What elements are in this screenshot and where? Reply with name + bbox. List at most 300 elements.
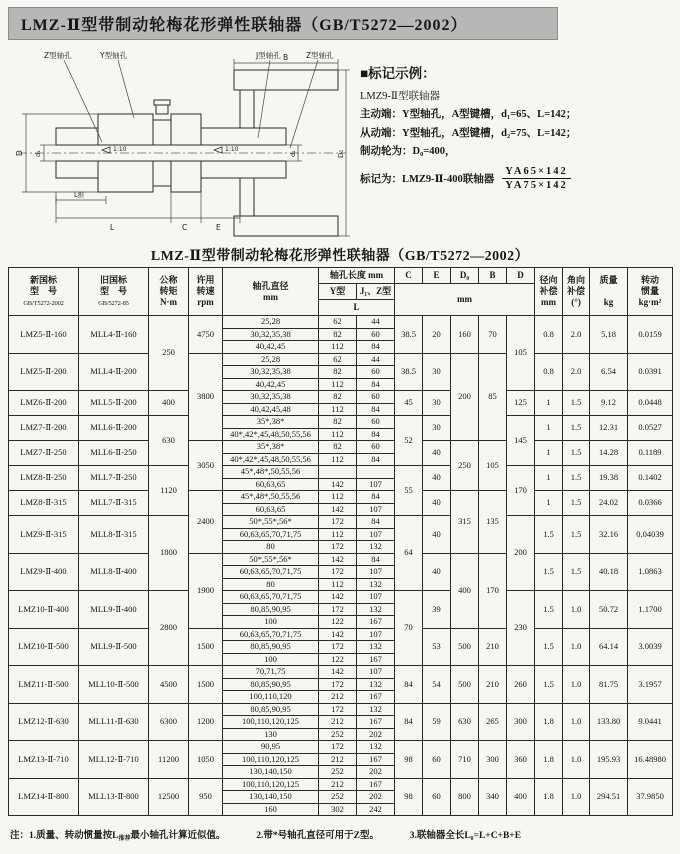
table-cell: 252 <box>319 766 357 779</box>
table-cell: 25,28 <box>223 316 319 329</box>
table-cell: 200 <box>507 516 535 591</box>
table-cell: 360 <box>507 741 535 779</box>
table-cell: 25,28 <box>223 353 319 366</box>
table-cell: 60 <box>423 778 451 816</box>
col-header-b: B <box>479 268 507 284</box>
table-cell: 1200 <box>189 703 223 741</box>
table-cell: 2.0 <box>563 353 590 391</box>
table-cell: 60 <box>357 416 395 429</box>
table-cell: 45*,48*,50,55,56 <box>223 466 319 479</box>
table-row <box>9 591 673 604</box>
table-cell: 84 <box>357 341 395 354</box>
table-cell: 132 <box>357 541 395 554</box>
table-cell: 172 <box>319 678 357 691</box>
note1-prefix: 注：1.质量、转动惯量按L <box>10 831 119 841</box>
table-cell: 167 <box>357 653 395 666</box>
table-cell: 84 <box>357 403 395 416</box>
table-cell: 12500 <box>149 778 189 816</box>
table-cell: 1.5 <box>563 441 590 466</box>
dim-d0-label: D₀ <box>337 149 345 158</box>
z-bore-left-label: Z型轴孔 <box>44 51 72 60</box>
table-cell: 11200 <box>149 741 189 779</box>
col-header-bore-diameter <box>223 268 319 316</box>
col-header-length-symbol: L <box>319 300 395 316</box>
table-cell: 172 <box>319 703 357 716</box>
table-cell: 200 <box>451 353 479 441</box>
inertia-line1: 转动 <box>641 275 660 285</box>
table-cell: 1.0863 <box>628 553 673 591</box>
dim-l-rec-label: L推 <box>74 191 85 199</box>
table-cell: 40 <box>423 441 451 466</box>
table-cell: 3050 <box>189 441 223 491</box>
table-cell: 50*,55*,56* <box>223 516 319 529</box>
table-cell: 82 <box>319 416 357 429</box>
table-cell: 107 <box>357 628 395 641</box>
table-cell: LMZ7-Ⅱ-250 <box>9 441 79 466</box>
table-cell: LMZ9-Ⅱ-315 <box>9 516 79 554</box>
fraction-numerator: YA65×142 <box>502 166 570 179</box>
table-cell: 195.93 <box>590 741 628 779</box>
table-cell: 107 <box>357 666 395 679</box>
table-cell: LMZ6-Ⅱ-200 <box>9 391 79 416</box>
table-cell: 167 <box>357 753 395 766</box>
col-header-angular-compensation <box>563 268 590 316</box>
table-cell: 80,85,90,95 <box>223 641 319 654</box>
table-row <box>9 628 673 641</box>
table-cell: 210 <box>479 666 507 704</box>
table-cell: 315 <box>451 491 479 554</box>
table-cell: 4750 <box>189 316 223 354</box>
table-cell: 1 <box>535 416 563 441</box>
table-cell: 37.9850 <box>628 778 673 816</box>
table-cell: 20 <box>423 316 451 354</box>
table-cell: 98 <box>395 778 423 816</box>
table-cell: 40*,42*,45,48,50,55,56 <box>223 453 319 466</box>
table-cell: 1.5 <box>535 628 563 666</box>
j-bore-right-label: J型轴孔 <box>256 51 281 60</box>
speed-line2: 转速 <box>196 286 215 296</box>
new-model-line2: 型 号 <box>29 285 57 296</box>
table-cell: 1.5 <box>535 553 563 591</box>
torque-line2: 转矩 <box>159 286 178 296</box>
table-cell: 0.0159 <box>628 316 673 354</box>
table-cell: 1 <box>535 441 563 466</box>
table-cell: 84 <box>357 491 395 504</box>
table-cell: 40*,42*,45,48,50,55,56 <box>223 428 319 441</box>
table-cell: 0.1402 <box>628 466 673 491</box>
new-model-standard: GB/T5272-2002 <box>23 299 64 307</box>
table-cell: 1.0 <box>563 741 590 779</box>
table-cell: 4500 <box>149 666 189 704</box>
table-cell: MLL4-Ⅱ-200 <box>79 353 149 391</box>
table-cell: 1.0 <box>563 591 590 629</box>
table-cell: 14.28 <box>590 441 628 466</box>
table-cell: LMZ10-Ⅱ-400 <box>9 591 79 629</box>
mass-label: 质量 <box>599 275 618 285</box>
table-cell: 212 <box>319 716 357 729</box>
table-cell: 40 <box>423 466 451 491</box>
inertia-unit: kg·m² <box>638 297 662 307</box>
table-cell: 6300 <box>149 703 189 741</box>
col-header-speed <box>189 268 223 316</box>
torque-unit: N·m <box>160 297 177 307</box>
table-cell: 252 <box>319 728 357 741</box>
table-cell: 70,71,75 <box>223 666 319 679</box>
note1-subscript: 推荐 <box>118 836 131 842</box>
table-cell: 1 <box>535 491 563 516</box>
table-cell: 112 <box>319 528 357 541</box>
table-cell: 1.8 <box>535 778 563 816</box>
col-header-y-type: Y型 <box>319 284 357 300</box>
table-cell: 130,140,150 <box>223 766 319 779</box>
table-cell: 2.0 <box>563 316 590 354</box>
table-cell: 107 <box>357 503 395 516</box>
table-cell: 170 <box>507 466 535 516</box>
table-row <box>9 416 673 429</box>
dim-d2-label: d₂ <box>289 150 297 157</box>
table-cell: 60,63,65,70,71,75 <box>223 566 319 579</box>
old-model-line1: 旧国标 <box>99 274 127 285</box>
table-cell: 60,63,65 <box>223 478 319 491</box>
table-cell: 250 <box>451 441 479 491</box>
table-cell: LMZ9-Ⅱ-400 <box>9 553 79 591</box>
table-cell: 30 <box>423 416 451 441</box>
table-cell: 3.0039 <box>628 628 673 666</box>
col-header-old-model <box>79 268 149 316</box>
table-cell: 130,140,150 <box>223 791 319 804</box>
table-cell: 172 <box>319 516 357 529</box>
table-cell: 112 <box>319 491 357 504</box>
table-cell: LMZ8-Ⅱ-250 <box>9 466 79 491</box>
table-cell: 84 <box>357 553 395 566</box>
table-cell: 80,85,90,95 <box>223 678 319 691</box>
table-cell: 0.0391 <box>628 353 673 391</box>
table-cell: 1.0 <box>563 778 590 816</box>
table-cell: 212 <box>319 753 357 766</box>
table-cell: 145 <box>507 416 535 466</box>
table-cell: 1500 <box>189 666 223 704</box>
table-cell: MLL6-Ⅱ-250 <box>79 441 149 466</box>
col-header-d0: D₀ <box>451 268 479 284</box>
marking-line-driving-end: 主动端：Y型轴孔，A型键槽，d₁=65、L=142； <box>360 109 577 121</box>
marking-example-heading: ■标记示例： <box>360 66 436 81</box>
table-cell: 1.5 <box>563 416 590 441</box>
marking-designation-fraction <box>502 166 570 191</box>
table-cell: 70 <box>479 316 507 354</box>
dim-d-label: D <box>15 150 24 156</box>
table-cell: 30,32,35,38 <box>223 366 319 379</box>
table-cell: 132 <box>357 678 395 691</box>
footnote <box>10 827 675 842</box>
table-cell: 3.1957 <box>628 666 673 704</box>
table-cell: 60,63,65,70,71,75 <box>223 628 319 641</box>
table-cell: 0.0527 <box>628 416 673 441</box>
table-cell: 84 <box>357 516 395 529</box>
table-row <box>9 466 673 479</box>
table-cell: 1.5 <box>563 516 590 554</box>
old-model-standard: GB/5272-85 <box>98 299 129 307</box>
col-header-radial-compensation <box>535 268 563 316</box>
table-cell: 160 <box>223 803 319 816</box>
table-cell: 60,63,65 <box>223 503 319 516</box>
table-cell: MLL6-Ⅱ-200 <box>79 416 149 441</box>
table-cell: 40 <box>423 553 451 591</box>
table-cell: 132 <box>357 741 395 754</box>
table-cell: 112 <box>319 428 357 441</box>
table-cell: 98 <box>395 741 423 779</box>
table-cell: 50.72 <box>590 591 628 629</box>
angular-line2: 补偿 <box>567 286 586 296</box>
table-cell: 800 <box>451 778 479 816</box>
speed-line1: 许用 <box>196 275 215 285</box>
table-row <box>9 703 673 716</box>
table-cell: 38.5 <box>395 316 423 354</box>
table-cell: 172 <box>319 603 357 616</box>
table-cell: 2400 <box>189 491 223 554</box>
table-cell: 132 <box>357 641 395 654</box>
table-cell: 100,110,120 <box>223 691 319 704</box>
top-section <box>6 48 674 244</box>
table-cell: 167 <box>357 778 395 791</box>
table-cell: 105 <box>479 441 507 491</box>
table-cell: 294.51 <box>590 778 628 816</box>
table-cell: 122 <box>319 653 357 666</box>
dim-d1-label: d₁ <box>34 150 42 157</box>
table-cell: 60,63,65,70,71,75 <box>223 528 319 541</box>
torque-line1: 公称 <box>159 275 178 285</box>
table-cell: 1.0 <box>563 628 590 666</box>
table-cell: 82 <box>319 391 357 404</box>
dim-l-label: L <box>110 223 115 232</box>
table-cell: 142 <box>319 666 357 679</box>
table-cell: 9.12 <box>590 391 628 416</box>
table-cell: LMZ14-Ⅱ-800 <box>9 778 79 816</box>
coupling-section-drawing <box>6 48 354 240</box>
table-cell: 30,32,35,38 <box>223 391 319 404</box>
table-cell: 81.75 <box>590 666 628 704</box>
table-cell: 0.8 <box>535 316 563 354</box>
table-cell: 70 <box>395 591 423 666</box>
table-cell: 0.8 <box>535 353 563 391</box>
table-cell: 80,85,90,95 <box>223 703 319 716</box>
fraction-denominator: YA75×142 <box>505 179 568 191</box>
spec-table-body <box>9 316 673 816</box>
bore-unit: mm <box>263 291 278 302</box>
table-row <box>9 553 673 566</box>
table-cell: 242 <box>357 803 395 816</box>
table-cell: 105 <box>507 316 535 391</box>
col-header-cde-unit: mm <box>395 284 535 316</box>
table-cell: 1.5 <box>563 491 590 516</box>
table-cell: 400 <box>149 391 189 416</box>
table-cell: 100,110,120,125 <box>223 753 319 766</box>
col-header-mass <box>590 268 628 316</box>
table-cell: 64.14 <box>590 628 628 666</box>
angular-line1: 角向 <box>567 275 586 285</box>
table-cell: MLL9-Ⅱ-500 <box>79 628 149 666</box>
table-cell: 32.16 <box>590 516 628 554</box>
page-title-text: LMZ-Ⅱ型带制动轮梅花形弹性联轴器（GB/T5272—2002） <box>21 17 468 34</box>
table-cell: 1.5 <box>535 666 563 704</box>
table-row <box>9 441 673 454</box>
marking-designation-row <box>360 166 668 191</box>
table-cell: 16.48980 <box>628 741 673 779</box>
table-cell: MLL12-Ⅱ-710 <box>79 741 149 779</box>
table-cell: 60 <box>423 741 451 779</box>
bore-label: 轴孔直径 <box>252 280 289 291</box>
table-cell: 85 <box>479 353 507 441</box>
table-cell: 302 <box>319 803 357 816</box>
table-cell: 1 <box>535 466 563 491</box>
col-header-jz-type: J₁、Z型 <box>357 284 395 300</box>
table-cell: 1050 <box>189 741 223 779</box>
table-cell: MLL5-Ⅱ-200 <box>79 391 149 416</box>
footnote-note1 <box>10 831 226 841</box>
table-cell: 202 <box>357 766 395 779</box>
table-cell: 125 <box>507 391 535 416</box>
z-bore-right-label: Z型轴孔 <box>306 51 334 60</box>
old-model-line2: 型 号 <box>99 285 127 296</box>
table-cell: 0.1189 <box>628 441 673 466</box>
table-cell: 84 <box>395 666 423 704</box>
table-cell: 84 <box>395 703 423 741</box>
col-header-inertia <box>628 268 673 316</box>
table-cell: 30 <box>423 353 451 391</box>
table-cell: 400 <box>451 553 479 628</box>
table-cell: LMZ12-Ⅱ-630 <box>9 703 79 741</box>
table-cell: 6.54 <box>590 353 628 391</box>
table-row <box>9 666 673 679</box>
table-cell: 1.8 <box>535 703 563 741</box>
table-cell: 130 <box>223 728 319 741</box>
table-cell: 135 <box>479 491 507 554</box>
taper-mark-right <box>214 146 239 153</box>
col-header-torque <box>149 268 189 316</box>
table-cell: MLL4-Ⅱ-160 <box>79 316 149 354</box>
table-cell: MLL13-Ⅱ-800 <box>79 778 149 816</box>
table-cell: 60 <box>357 328 395 341</box>
table-cell: 210 <box>479 628 507 666</box>
table-cell: 82 <box>319 328 357 341</box>
table-cell: 2800 <box>149 591 189 666</box>
table-row <box>9 316 673 329</box>
table-cell: 122 <box>319 616 357 629</box>
table-cell: 132 <box>357 703 395 716</box>
table-cell: 630 <box>149 416 189 466</box>
dim-c-label: C <box>182 223 188 232</box>
spec-table <box>8 267 673 816</box>
table-cell: MLL8-Ⅱ-315 <box>79 516 149 554</box>
table-cell: 19.38 <box>590 466 628 491</box>
table-cell: 84 <box>357 453 395 466</box>
table-row <box>9 491 673 504</box>
table-cell: 38.5 <box>395 353 423 391</box>
table-cell: 80,85,90,95 <box>223 603 319 616</box>
table-cell: 0.0366 <box>628 491 673 516</box>
table-cell: 9.0441 <box>628 703 673 741</box>
table-cell: 62 <box>319 353 357 366</box>
table-cell: 12.31 <box>590 416 628 441</box>
table-cell: 202 <box>357 728 395 741</box>
table-cell: 53 <box>423 628 451 666</box>
table-cell: 142 <box>319 591 357 604</box>
table-cell: 1.0 <box>563 703 590 741</box>
table-row <box>9 391 673 404</box>
radial-line1: 径向 <box>539 275 558 285</box>
table-cell: 84 <box>357 428 395 441</box>
table-cell: 142 <box>319 478 357 491</box>
dim-e-label: E <box>216 223 221 232</box>
new-model-line1: 新国标 <box>29 274 57 285</box>
table-cell: 167 <box>357 716 395 729</box>
table-cell: LMZ8-Ⅱ-315 <box>9 491 79 516</box>
table-row <box>9 516 673 529</box>
table-cell: 112 <box>319 341 357 354</box>
table-cell: 45 <box>395 391 423 416</box>
mass-unit: kg <box>603 297 614 307</box>
table-cell: 54 <box>423 666 451 704</box>
table-cell: 30 <box>423 391 451 416</box>
table-cell: 82 <box>319 441 357 454</box>
table-cell: LMZ10-Ⅱ-500 <box>9 628 79 666</box>
table-cell: 40,42,45 <box>223 341 319 354</box>
table-cell: 60,63,65,70,71,75 <box>223 591 319 604</box>
taper-right-label: 1:10 <box>225 146 239 153</box>
dim-c <box>171 192 201 232</box>
marking-example-block <box>360 48 668 244</box>
table-cell: 40.18 <box>590 553 628 591</box>
taper-left-label: 1:10 <box>113 146 127 153</box>
table-cell: 172 <box>319 566 357 579</box>
table-cell: LMZ13-Ⅱ-710 <box>9 741 79 779</box>
table-cell: 1.5 <box>563 553 590 591</box>
table-cell: 100,110,120,125 <box>223 778 319 791</box>
table-cell: 1.1700 <box>628 591 673 629</box>
table-cell: 3800 <box>189 353 223 441</box>
dim-d2 <box>286 145 302 161</box>
marking-line-brake-wheel: 制动轮为：D₀=400， <box>360 146 456 158</box>
speed-unit: rpm <box>197 297 214 307</box>
marking-designation-prefix: 标记为：LMZ9-Ⅱ-400联轴器 <box>360 173 495 185</box>
table-cell: 230 <box>507 591 535 666</box>
table-cell: 300 <box>507 703 535 741</box>
table-cell: 59 <box>423 703 451 741</box>
table-cell: 340 <box>479 778 507 816</box>
table-cell: 950 <box>189 778 223 816</box>
table-cell: LMZ5-Ⅱ-200 <box>9 353 79 391</box>
table-cell: 142 <box>319 503 357 516</box>
table-cell: 44 <box>357 353 395 366</box>
table-cell: 212 <box>319 691 357 704</box>
footnote-note3: 3.联轴器全长L₀=L+C+B+E <box>409 831 522 841</box>
table-cell: 60 <box>357 366 395 379</box>
table-cell: 167 <box>357 616 395 629</box>
table-cell: 212 <box>319 778 357 791</box>
table-cell: 60 <box>357 391 395 404</box>
col-header-new-model <box>9 268 79 316</box>
table-cell: MLL10-Ⅱ-500 <box>79 666 149 704</box>
table-cell: MLL11-Ⅱ-630 <box>79 703 149 741</box>
table-cell: LMZ5-Ⅱ-160 <box>9 316 79 354</box>
table-cell: 100,110,120,125 <box>223 716 319 729</box>
y-bore-left-label: Y型轴孔 <box>100 51 128 60</box>
table-cell: 107 <box>357 478 395 491</box>
marking-line-coupling-type: LMZ9-Ⅱ型联轴器 <box>360 91 441 102</box>
spider-sleeve-shape <box>153 100 171 186</box>
note1-rest: 最小轴孔计算近似值。 <box>130 831 226 841</box>
table-cell: MLL8-Ⅱ-400 <box>79 553 149 591</box>
table-cell: 55 <box>395 466 423 516</box>
